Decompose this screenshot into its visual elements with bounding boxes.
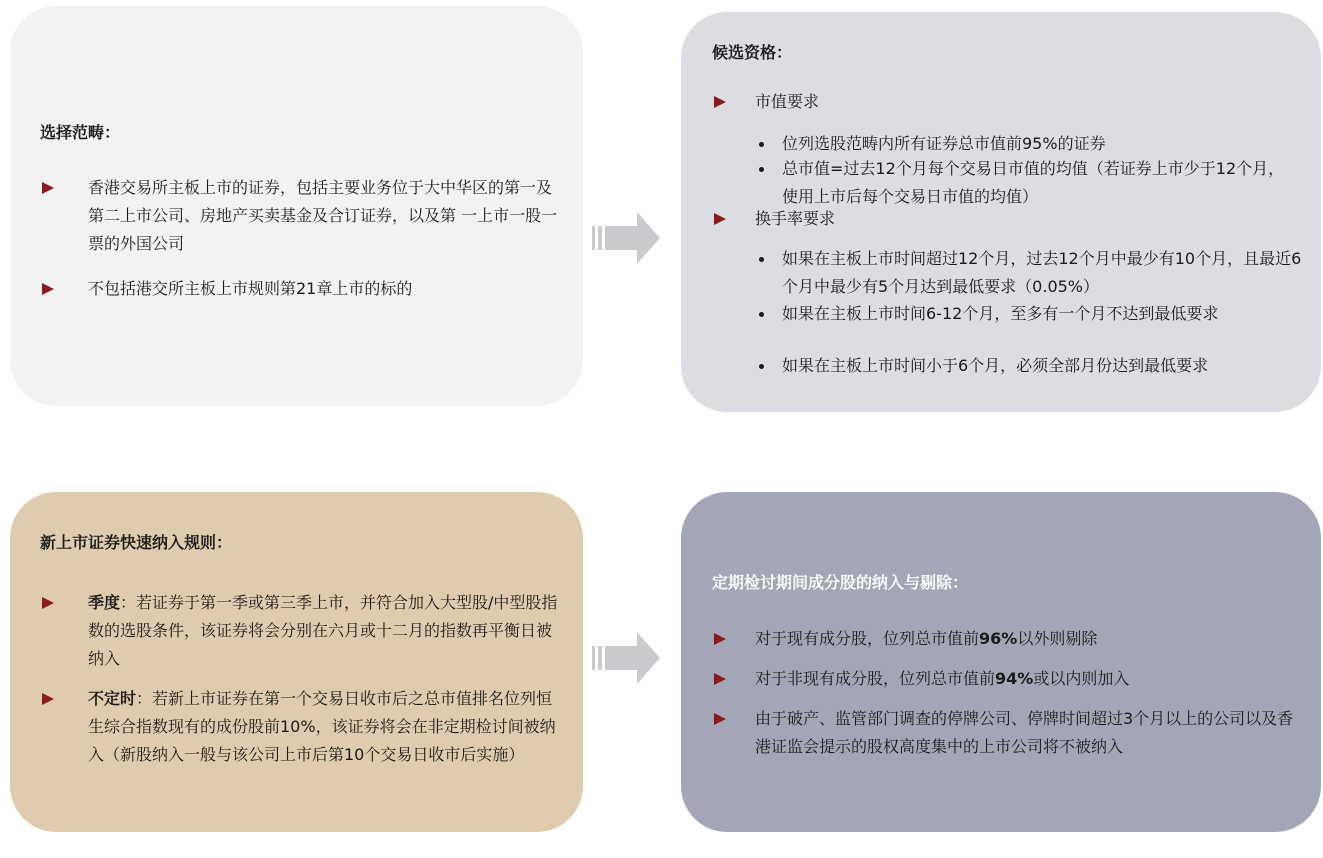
ad-hoc-rule xyxy=(88,685,558,769)
market-cap-point-1: 位列选股范畴内所有证券总市值前95%的证券 xyxy=(782,134,1106,153)
eligibility-title: 候选资格： xyxy=(712,43,793,62)
turnover-point-2: 如果在主板上市时间6-12个月，至多有一个月不达到最低要求 xyxy=(782,304,1219,323)
arrow-right-icon xyxy=(590,206,662,270)
bullet-dot-icon xyxy=(759,167,764,172)
scope-item-2: 不包括港交所主板上市规则第21章上市的标的 xyxy=(88,279,413,298)
ad-hoc-text: ：若新上市证券在第一个交易日收市后之总市值排名位列恒生综合指数现有的成份股前10%，该证券将会在非定期检讨间被纳入（新股纳入一般与该公司上市后第10个交易日收市后实施） xyxy=(88,689,556,764)
turnover-point-3: 如果在主板上市时间小于6个月，必须全部月份达到最低要求 xyxy=(782,356,1209,375)
triangle-right-icon xyxy=(714,96,726,108)
quarterly-text: ：若证券于第一季或第三季上市，并符合加入大型股/中型股指数的选股条件，该证券将会分别在六月或十二月的指数再平衡日被纳入 xyxy=(88,593,558,668)
ipo-fast-entry-title: 新上市证券快速纳入规则： xyxy=(40,533,233,552)
bullet-dot-icon xyxy=(759,257,764,262)
bullet-dot-icon xyxy=(759,142,764,147)
review-item-1 xyxy=(755,625,1300,653)
triangle-right-icon xyxy=(714,713,726,725)
review-item-2-bold: 94% xyxy=(995,669,1034,688)
arrow-right-icon xyxy=(590,626,662,690)
ad-hoc-label: 不定时 xyxy=(88,689,137,708)
bullet-dot-icon xyxy=(759,364,764,369)
review-item-2 xyxy=(755,665,1300,693)
scope-item-1: 香港交易所主板上市的证券，包括主要业务位于大中华区的第一及第二上市公司、房地产买卖基金及合订证券，以及第 一上市一股一票的外国公司 xyxy=(88,178,558,253)
triangle-right-icon xyxy=(714,633,726,645)
turnover-point-1: 如果在主板上市时间超过12个月，过去12个月中最少有10个月，且最近6个月中最少有5个月达到最低要求（0.05%） xyxy=(782,249,1302,296)
triangle-right-icon xyxy=(42,693,54,705)
triangle-right-icon xyxy=(42,283,54,295)
review-item-1-pre: 对于现有成分股，位列总市值前 xyxy=(755,629,980,648)
scope-title: 选择范畴： xyxy=(40,123,121,142)
review-item-3 xyxy=(755,705,1300,761)
quarterly-label: 季度 xyxy=(88,593,121,612)
review-item-1-post: 以外则剔除 xyxy=(1017,629,1098,648)
review-item-2-post: 或以内则加入 xyxy=(1033,669,1130,688)
periodic-review-box xyxy=(681,492,1321,832)
triangle-right-icon xyxy=(42,597,54,609)
periodic-review-title: 定期检讨期间成分股的纳入与剔除： xyxy=(712,573,969,592)
market-cap-heading: 市值要求 xyxy=(755,92,820,111)
market-cap-point-2: 总市值=过去12个月每个交易日市值的均值（若证券上市少于12个月，使用上市后每个交易日市值的均值） xyxy=(782,159,1285,206)
turnover-heading: 换手率要求 xyxy=(755,209,836,228)
review-item-1-bold: 96% xyxy=(979,629,1018,648)
triangle-right-icon xyxy=(714,213,726,225)
review-item-3-pre: 由于破产、监管部门调查的停牌公司、停牌时间超过3个月以上的公司以及香港证监会提示的股权高度集中的上市公司将不被纳入 xyxy=(755,709,1294,756)
triangle-right-icon xyxy=(42,182,54,194)
triangle-right-icon xyxy=(714,673,726,685)
review-item-2-pre: 对于非现有成分股，位列总市值前 xyxy=(755,669,996,688)
quarterly-rule xyxy=(88,589,558,673)
bullet-dot-icon xyxy=(759,312,764,317)
